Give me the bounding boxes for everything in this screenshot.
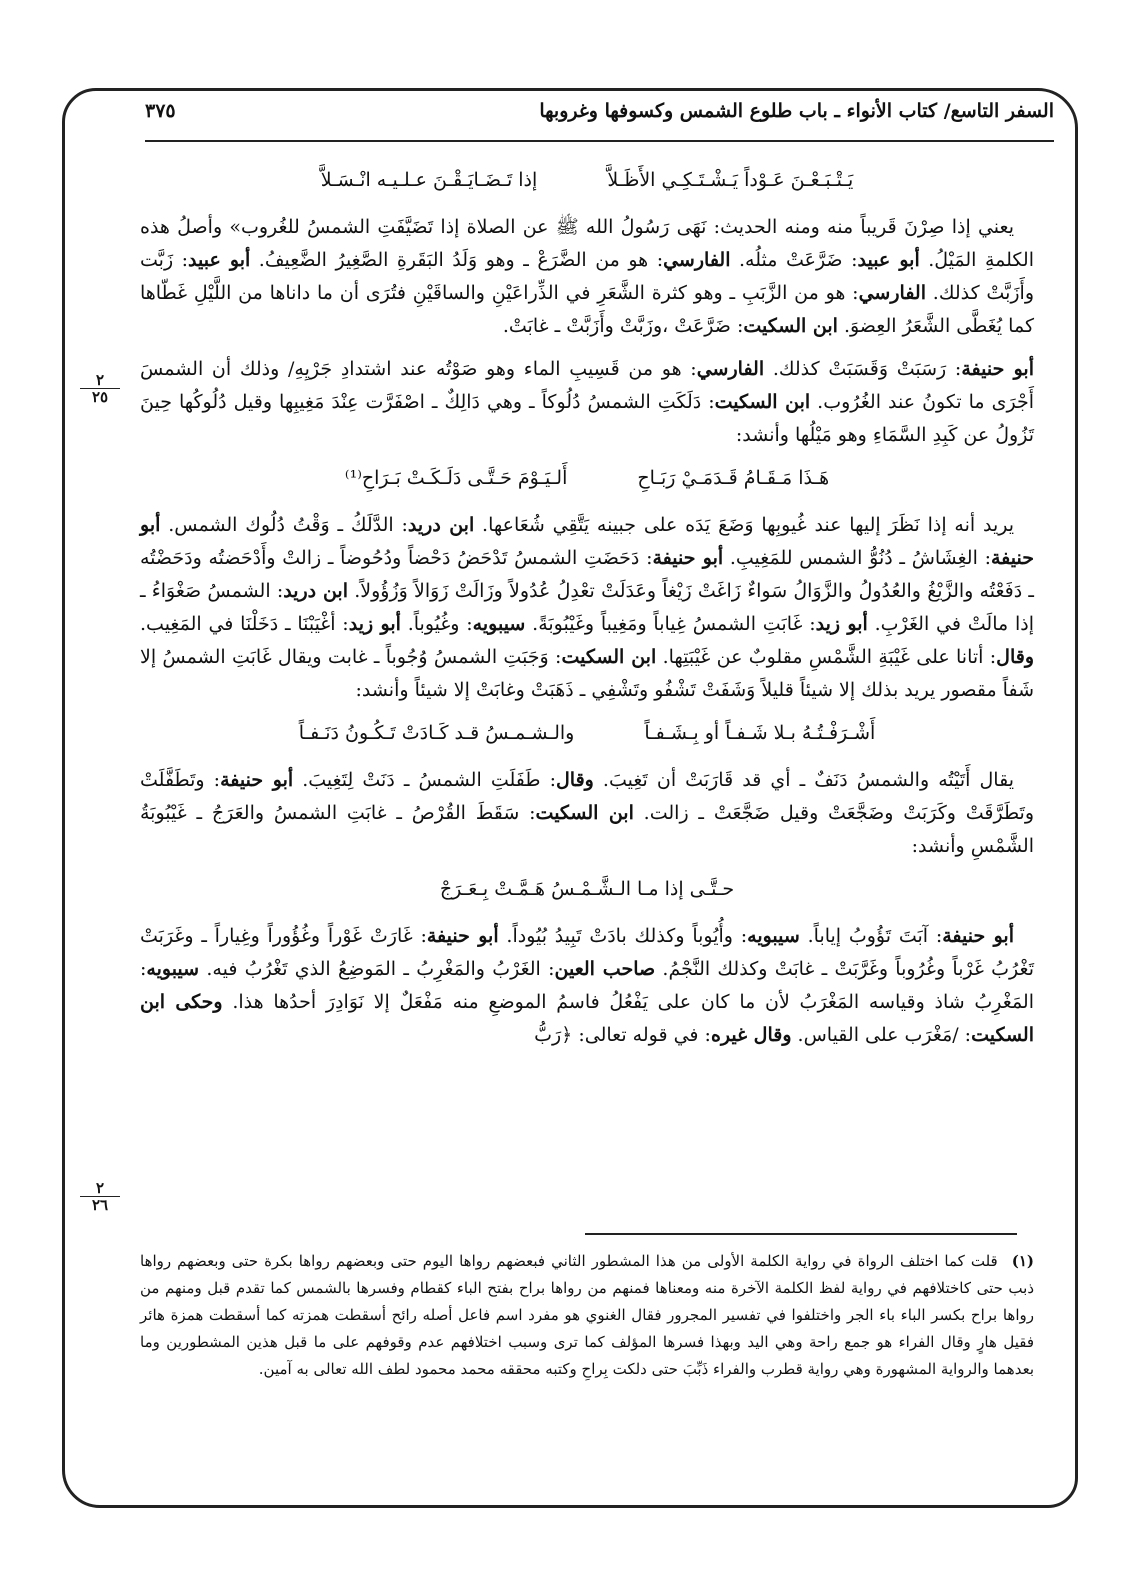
- footnote-text: قلت كما اختلف الرواة في رواية الكلمة الأولى من هذا المشطور الثاني فبعضهم رواها اليوم حتى وبعضهم رواها بكرة حتى وبعضهم رواها ذبب حتى كاختلافهم في رواية لفظ الكلمة الآخرة منه ومعناها فمنهم من رواها براح بفتح الباء كقطام وفسرها بالشمس كما تقدم قبل ومنهم من رواها براح بكسر الباء باء الجر واختلفوا في تفسير المجرور فقال الغنوي هو مفرد اسم فاعل أصله رائح أسقطت همزته كما أسقطت همزة هائر فقيل هارٍ وقال الفراء هو جمع راحة وهي اليد وبهذا فسرها المؤلف كما ترى وسبب اختلافهم عدم وقوفهم على ما قبل هذين المشطورين وما بعدهما والرواية المشهورة وهي رواية قطرب والفراء ذَبِّبَ حتى دلكت بِراحِ وكتبه محققه محمد محمود لطف الله تعالى به آمين.: [140, 1252, 1034, 1378]
- verse-hemistich: والـشـمـسُ قـد كَـادَتْ تَـكُـونُ دَنَـفـاً: [298, 722, 575, 744]
- main-text: [140, 160, 1034, 1062]
- footnote-divider: [585, 1233, 1017, 1235]
- verse-hemistich: هَـذَا مَـقَـامُ قَـدَمَـيْ رَبَـاحِ: [637, 467, 830, 489]
- margin-note-top: ٢: [80, 1180, 120, 1197]
- verse-2: [140, 462, 1034, 495]
- verse-hemistich: أَشْـرَفْـتُـهُ بـلا شَـفـاً أو بِـشَـفـاً: [644, 722, 876, 744]
- paragraph-5: أبو حنيفة: آبَتَ تَؤُوبُ إياباً. سيبويه: وأُيُوباً وكذلك بادَتْ تَبِيدُ بُيُوداً. أبو حنيفة: غَارَتْ غَوْراً وغُؤُوراً وغِياراً ـ وغَرَبَتْ تَغْرُبُ غَرْباً وغُرُوباً وغَرَّبَتْ ـ غابَتْ وكذلك النَّجْمُ. صاحب العين: الغَرْبُ والمَغْرِبُ ـ المَوضِعُ الذي تَغْرُبُ فيه. سيبويه: المَغْرِبُ شاذ وقياسه المَغْرَبُ لأن ما كان على يَفْعُلُ فاسمُ الموضعِ منه مَفْعَلٌ إلا نَوَادِرَ أحدُها هذا. وحكى ابن السكيت: /مَغْرَب على القياس. وقال غيره: في قوله تعالى: ﴿رَبُّ: [140, 925, 1034, 1046]
- paragraph-1: يعني إذا صِرْنَ قَريباً منه ومنه الحديث: نَهَى رَسُولُ الله ﷺ عن الصلاة إذا تَضَيَّفَتِ الشمسُ للغُروب» وأصلُ هذه الكلمةِ المَيْلُ. أبو عبيد: ضَرَّعَتْ مثلُه. الفارسي: هو من الضَّرَعْ ـ وهو وَلَدُ البَقَرةِ الصَّغِيرُ الضَّعِيفُ. أبو عبيد: زَبَّت وأَزَبَّتْ كذلك. الفارسي: هو من الزَّبَبِ ـ وهو كثرة الشَّعَرِ في الذِّراعَيْنِ والساقَيْنِ فتُرَى أن ما داناها من اللَّيْلِ غَطّاها كما يُغَطَّى الشَّعَرُ العِضوَ. ابن السكيت: ضَرَّعَتْ ،وزَبَّتْ وأَزَبَّتْ ـ غابَتْ.: [140, 216, 1034, 337]
- paragraph-2: أبو حنيفة: رَسَبَتْ وَقَسَبَتْ كذلك. الفارسي: هو من قَسِيبِ الماء وهو صَوْتُه عند اشتدادِ جَرْيِهِ/ وذلك أن الشمسَ أَجْرَى ما تكونُ عند الغُرُوب. ابن السكيت: دَلَكَتِ الشمسُ دُلُوكاً ـ وهي دَالِكٌ ـ اصْفَرَّت عِنْدَ مَغِيبِها وقيل دُلُوكُها حِينَ تَزُولُ عن كَبِدِ السَّمَاءِ وهو مَيْلُها وأنشد:: [140, 358, 1034, 446]
- running-title: السفر التاسع/ كتاب الأنواء ـ باب طلوع الشمس وكسوفها وغروبها: [539, 100, 1054, 122]
- page-header: [145, 100, 1054, 142]
- verse-1: [140, 164, 1034, 197]
- verse-hemistich: يَـتْـبَـعْـنَ عَـوْداً يَـشْـتَـكِـي الأَظَـلاَّ: [607, 169, 854, 191]
- verse-hemistich: أَلـيَـوْمَ حَـتَّـى دَلَـكَـتْ بَـرَاحِ⁽¹⁾: [344, 467, 568, 489]
- paragraph-4: يقال أَتَيْتُه والشمسُ دَنَفٌ ـ أي قد قَارَبَتْ أن تَغِيبَ. وقال: طَفَلَتِ الشمسُ ـ دَنَتْ لِتَغِيبَ. أبو حنيفة: وتَطَفَّلَتْ وتَطَرَّقَتْ وكَرَبَتْ وضَجَّعَتْ وقيل ضَجَّعَتْ ـ زالت. ابن السكيت: سَقَطَ القُرْصُ ـ غابَتِ الشمسُ والعَرَجُ ـ غَيْبُوبَةُ الشَّمْسِ وأنشد:: [140, 769, 1035, 857]
- margin-note-top: ٢: [80, 372, 120, 389]
- verse-3: [140, 717, 1034, 750]
- margin-note-bottom: ٢٥: [91, 388, 109, 406]
- footnote-number: (١): [1011, 1252, 1034, 1270]
- margin-note-bottom: ٢٦: [91, 1196, 109, 1214]
- footnote: [140, 1248, 1034, 1383]
- page-number: ٣٧٥: [145, 100, 176, 122]
- verse-hemistich: إذا تَـضَـايَـقْـنَ عـلـيـه انْـسَـلاَّ: [320, 169, 538, 191]
- verse-line: حـتَّـى إذا مـا الـشَّـمْـسُ هَـمَّـتْ بِـعَـرَجْ: [439, 878, 735, 900]
- paragraph-3: يريد أنه إذا نَظَرَ إليها عند غُيوبِها وَضَعَ يَدَه على جبينه يَتَّقِي شُعَاعها. ابن دريد: الدَّلَكُ ـ وَقْتُ دُلُوك الشمس. أبو حنيفة: الغِشَاشُ ـ دُنُوُّ الشمس للمَغِيبِ. أبو حنيفة: دَحَضَتِ الشمسُ تَدْحَضُ دَحْضاً ودُحُوضاً ـ زالتْ وأَدْحَضتُه ودَحَضْتُه ـ دَفَعْتُه والزَّيْغُ والعُدُولُ والزَّوَالُ سَواءٌ زَاغَتْ زَيْغاً وعَدَلَتْ تعْدِلُ عُدُولاً وزَالَتْ زَوَالاً وَزُؤُولاً. ابن دريد: الشمسُ صَغْوَاءُ ـ إذا مالَتْ في الغَرْبِ. أبو زيد: غَابَتِ الشمسُ غِياباً ومَغِيباً وغَيْبُوبَةً. سيبويه: وغُيُوباً. أبو زيد: أغْيَبْنَا ـ دَخَلْنَا في المَغِيب. وقال: أتانا على غَيْبَةِ الشَّمْسِ مقلوبٌ عن غَيْبَتِها. ابن السكيت: وَجَبَتِ الشمسُ وُجُوباً ـ غابت ويقال غَابَتِ الشمسُ إلا شَفاً مقصور يريد بذلك إلا شيئاً قليلاً وَشَفَتْ تَشْفُو وتَشْفِي ـ ذَهَبَتْ وغابَتْ إلا شيئاً وأنشد:: [140, 514, 1035, 701]
- margin-note: [80, 1180, 120, 1213]
- margin-note: [80, 372, 120, 405]
- verse-4: [140, 873, 1034, 906]
